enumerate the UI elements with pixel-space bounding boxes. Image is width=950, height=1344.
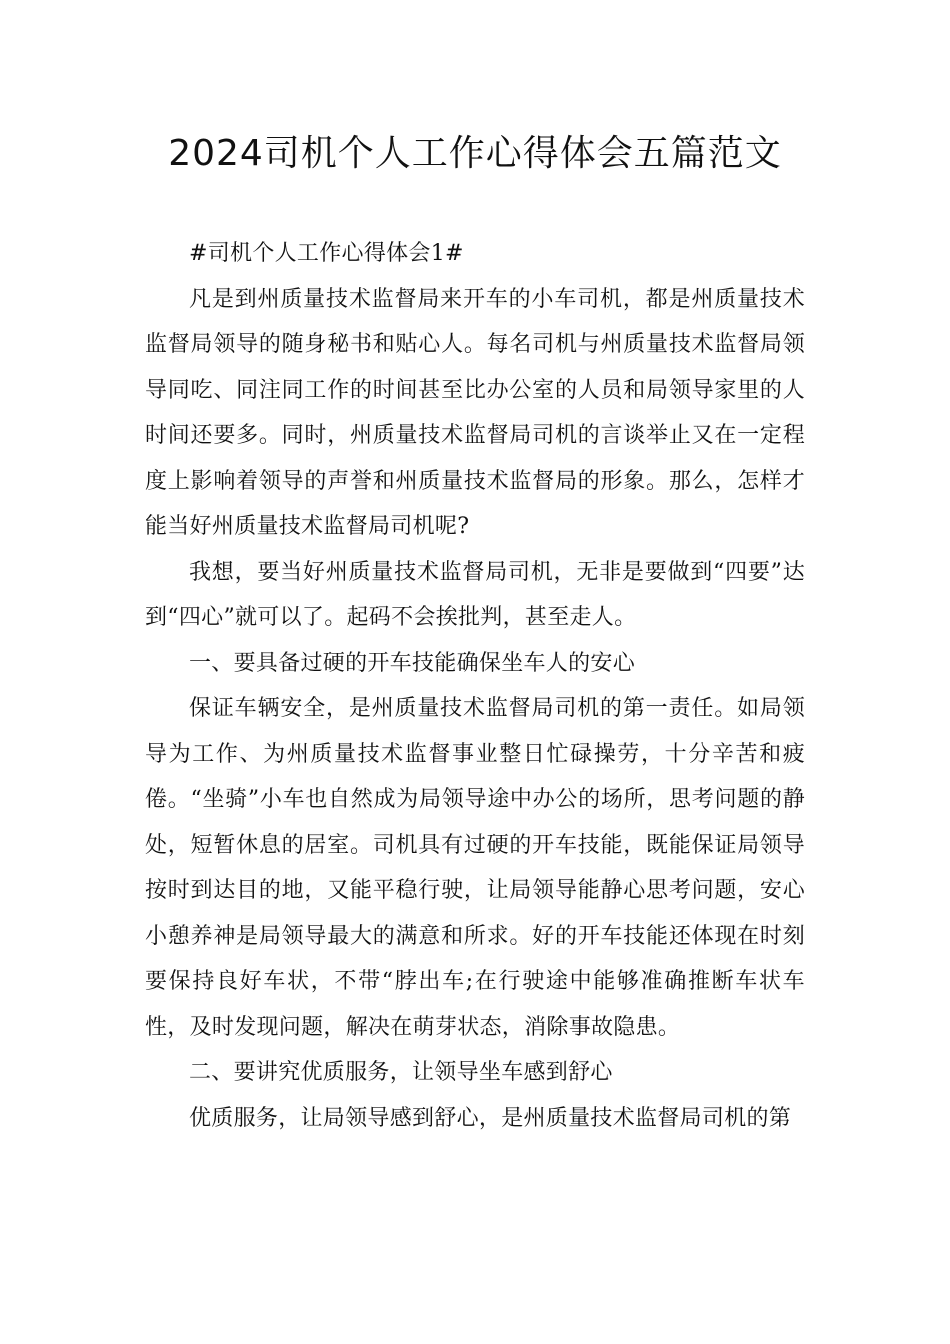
subheading-one: 一、要具备过硬的开车技能确保坐车人的安心 [189,650,636,676]
document-title: 2024司机个人工作心得体会五篇范文 [168,133,782,174]
paragraph-driving-skill: 保证车辆安全，是州质量技术监督局司机的第一责任。如局领导为工作、为州质量技术监督事业整日忙碌操劳，十分辛苦和疲倦。“坐骑”小车也自然成为局领导途中办公的场所，思考问题的静处，短暂休息的居室。司机具有过硬的开车技能，既能保证局领导按时到达目的地，又能平稳行驶，让局领导能静心思考问题，安心小憩养神是局领导最大的满意和所求。好的开车技能还体现在时刻要保持良好车状，不带“脖出车;在行驶途中能够准确推断车状车性，及时发现问题，解决在萌芽状态，消除事故隐患。 [145,696,805,1040]
paragraph-four-requirements: 我想，要当好州质量技术监督局司机，无非是要做到“四要”达到“四心”就可以了。起码不会挨批判，甚至走人。 [145,559,805,630]
document-body [145,231,805,1141]
paragraph-quality-service: 优质服务，让局领导感到舒心，是州质量技术监督局司机的第 [189,1105,792,1131]
paragraph-intro: 凡是到州质量技术监督局来开车的小车司机，都是州质量技术监督局领导的随身秘书和贴心人。每名司机与州质量技术监督局领导同吃、同注同工作的时间甚至比办公室的人员和局领导家里的人时间还要多。同时，州质量技术监督局司机的言谈举止又在一定程度上影响着领导的声誉和州质量技术监督局的形象。那么，怎样才能当好州质量技术监督局司机呢? [145,286,805,539]
section-heading-1: #司机个人工作心得体会1# [189,241,464,266]
subheading-two: 二、要讲究优质服务，让领导坐车感到舒心 [189,1060,613,1085]
